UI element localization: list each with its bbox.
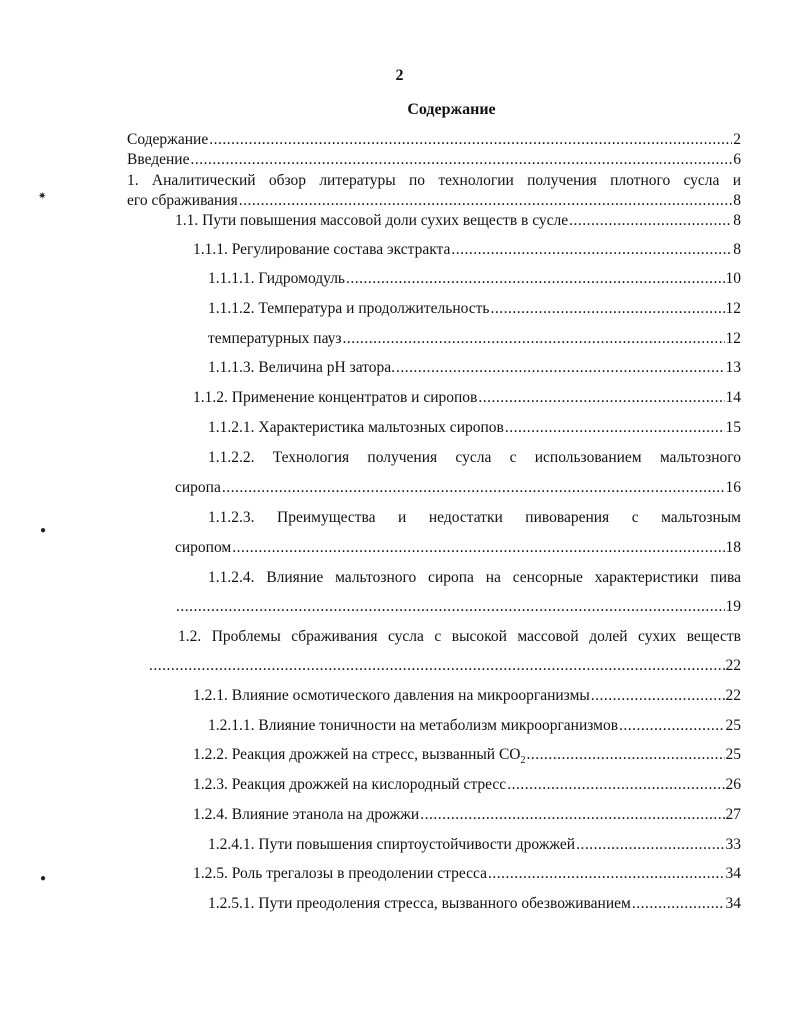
toc-entry-text: 1.1. Пути повышения массовой доли сухих веществ в сусле	[175, 212, 569, 229]
dot-leader	[239, 192, 732, 210]
toc-entry-text: 1.1.1.2. Температура и продолжительность	[208, 300, 490, 317]
scan-speck: ●	[40, 525, 47, 536]
toc-entry-text	[193, 746, 525, 770]
dot-leader	[526, 746, 724, 764]
dot-leader	[478, 389, 724, 407]
scan-speck: ✷	[38, 191, 47, 202]
toc-entry-text: 1.2.1. Влияние осмотического давления на микроорганизмы	[193, 687, 590, 704]
page-number: 2	[395, 67, 404, 84]
dot-leader	[343, 330, 725, 348]
toc-entry-page: 16	[725, 479, 741, 496]
toc-entry-text: 1.2.4. Влияние этанола на дрожжи	[193, 806, 420, 823]
toc-entry-text-line: 1.1.2.4. Влияние мальтозного сиропа на сенсорные характеристики пива	[208, 569, 741, 586]
toc-entry-page: 18	[725, 539, 741, 556]
toc-entry-page: 14	[725, 389, 741, 406]
toc-entry-page: 33	[725, 836, 741, 853]
toc-entry[interactable]	[127, 131, 741, 149]
toc-entry-page: 25	[725, 746, 741, 763]
dot-leader	[176, 598, 725, 616]
subscript: 2	[520, 755, 526, 767]
toc-entry-text: сиропа	[175, 479, 221, 496]
dot-leader	[149, 657, 725, 675]
dot-leader	[451, 241, 732, 259]
toc-entry-text: 1.1.1.3. Величина pH затора.	[208, 359, 396, 376]
toc-entry-text: 1.2.5.1. Пути преодоления стресса, вызванного обезвоживанием	[208, 895, 631, 912]
toc-entry[interactable]	[127, 151, 741, 169]
toc-entry-text: сиропом	[175, 539, 232, 556]
toc-entry-text-main: 1.2.2. Реакция дрожжей на стресс, вызванный CO	[193, 746, 521, 763]
toc-entry-page: 13	[725, 359, 741, 376]
toc-entry[interactable]	[208, 270, 741, 288]
toc-entry[interactable]	[175, 598, 741, 616]
dot-leader	[490, 300, 724, 318]
toc-entry-text: 1.1.2.1. Характеристика мальтозных сиропов	[208, 419, 504, 436]
toc-entry-text: 1.2.1.1. Влияние тоничности на метаболизм микроорганизмов	[208, 717, 619, 734]
toc-entry-text: 1.2.5. Роль трегалозы в преодолении стресса	[193, 865, 487, 882]
toc-entry-page: 6	[733, 151, 741, 168]
toc-entry-text: 1.1.1.1. Гидромодуль	[208, 270, 346, 287]
dot-leader	[576, 836, 724, 854]
dot-leader	[232, 539, 724, 557]
toc-entry-page: 8	[733, 192, 741, 209]
toc-entry-page: 8	[733, 241, 741, 258]
toc-entry-page: 25	[725, 717, 741, 734]
toc-entry-page: 26	[725, 776, 741, 793]
toc-entry-text: Введение	[127, 151, 190, 168]
dot-leader	[632, 895, 725, 913]
toc-entry-page: 22	[725, 657, 741, 674]
dot-leader	[507, 776, 724, 794]
toc-entry[interactable]	[175, 212, 741, 230]
toc-title: Содержание	[407, 101, 496, 118]
dot-leader	[619, 717, 724, 735]
toc-entry[interactable]	[175, 479, 741, 497]
toc-entry-text-line: 1.1.2.3. Преимущества и недостатки пивоварения с мальтозным	[208, 509, 741, 526]
toc-entry[interactable]	[208, 330, 741, 348]
toc-entry-page: 15	[725, 419, 741, 436]
dot-leader	[420, 806, 724, 824]
dot-leader	[396, 359, 724, 377]
toc-entry-page: 10	[725, 270, 741, 287]
toc-entry-text-line: 1.1.2.2. Технология получения сусла с использованием мальтозного	[208, 449, 741, 466]
toc-entry-page: 12	[725, 300, 741, 317]
toc-entry[interactable]	[208, 419, 741, 437]
toc-entry[interactable]	[175, 539, 741, 557]
toc-entry-text: 1.2.4.1. Пути повышения спиртоустойчивости дрожжей	[208, 836, 576, 853]
toc-entry-text: температурных пауз	[208, 330, 342, 347]
toc-entry[interactable]	[208, 717, 741, 735]
dot-leader	[222, 479, 725, 497]
dot-leader	[488, 865, 725, 883]
toc-entry[interactable]	[208, 300, 741, 318]
dot-leader	[569, 212, 732, 230]
toc-entry-text: 1.1.1. Регулирование состава экстракта	[193, 241, 451, 258]
dot-leader	[209, 131, 732, 149]
toc-entry-page: 22	[725, 687, 741, 704]
toc-entry-page: 8	[733, 212, 741, 229]
toc-entry-page: 19	[725, 598, 741, 615]
toc-entry-text: Содержание	[127, 131, 209, 148]
toc-entry[interactable]	[193, 806, 741, 824]
toc-entry-page: 27	[725, 806, 741, 823]
toc-entry[interactable]	[148, 657, 741, 675]
toc-entry-page: 34	[725, 895, 741, 912]
toc-entry-page: 2	[733, 131, 741, 148]
dot-leader	[346, 270, 724, 288]
toc-entry[interactable]	[127, 192, 741, 210]
toc-entry[interactable]	[193, 776, 741, 794]
toc-entry-text-line: 1.2. Проблемы сбраживания сусла с высокой массовой долей сухих веществ	[178, 628, 741, 645]
toc-entry-page: 34	[725, 865, 741, 882]
dot-leader	[505, 419, 725, 437]
toc-entry[interactable]	[193, 865, 741, 883]
toc-entry[interactable]	[208, 359, 741, 377]
toc-entry-text: его сбраживания	[127, 192, 238, 209]
toc-entry-text: 1.2.3. Реакция дрожжей на кислородный стресс	[193, 776, 507, 793]
toc-entry[interactable]	[193, 746, 741, 770]
dot-leader	[591, 687, 725, 705]
toc-entry-text: 1.1.2. Применение концентратов и сиропов	[193, 389, 478, 406]
toc-entry[interactable]	[208, 836, 741, 854]
toc-entry[interactable]	[193, 241, 741, 259]
toc-entry[interactable]	[193, 389, 741, 407]
toc-entry-page: 12	[725, 330, 741, 347]
toc-entry[interactable]	[193, 687, 741, 705]
scan-speck: ●	[40, 873, 47, 884]
dot-leader	[190, 151, 732, 169]
toc-entry[interactable]	[208, 895, 741, 913]
toc-entry-text-line: 1. Аналитический обзор литературы по технологии получения плотного сусла и	[127, 172, 741, 189]
